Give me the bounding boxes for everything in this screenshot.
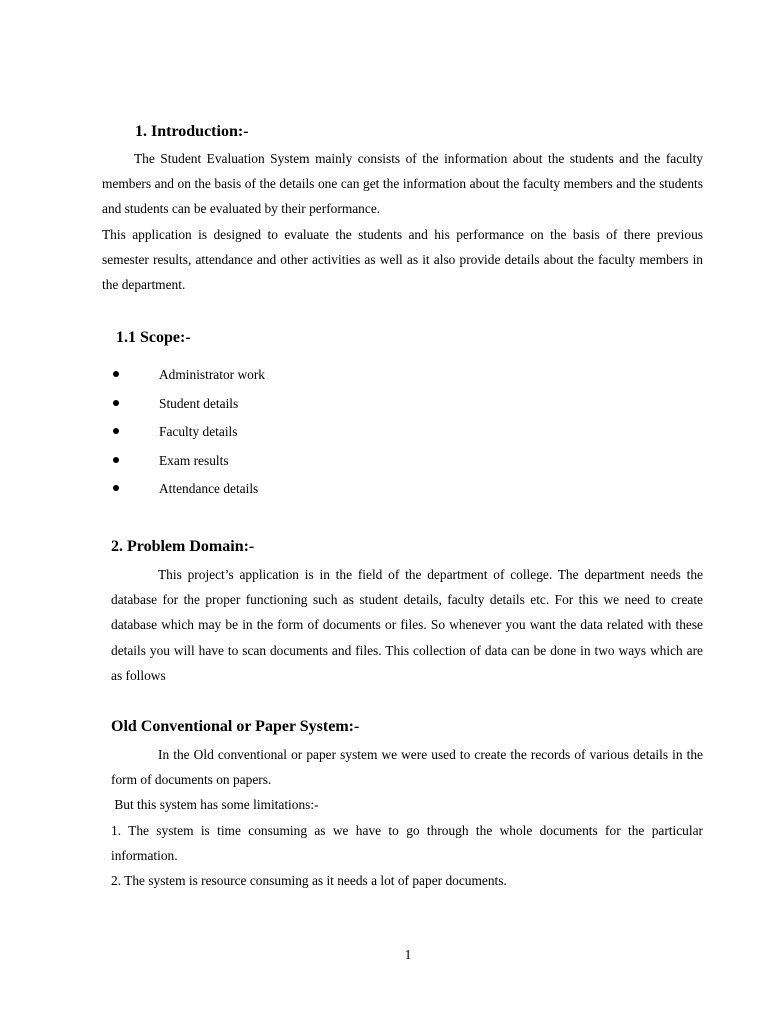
bullet-icon: [113, 371, 119, 377]
scope-list-item: [113, 451, 513, 480]
scope-item-label: Attendance details: [159, 481, 259, 497]
scope-item-label: Student details: [159, 395, 239, 411]
problem-domain-body: [111, 562, 703, 688]
bullet-icon: [113, 428, 119, 434]
scope-heading: 1.1 Scope:-: [116, 329, 191, 346]
intro-section-body: [102, 146, 703, 297]
bullet-icon: [113, 485, 119, 491]
intro-paragraph-1: The Student Evaluation System mainly consists of the information about the students and the faculty members and on the basis of the details one can get the information about the faculty members and the students and students can be evaluated by their performance.: [102, 151, 703, 217]
limitation-1: 1. The system is time consuming as we have to go through the whole documents for the particular information.: [111, 822, 703, 863]
scope-item-label: Exam results: [159, 452, 229, 468]
old-system-paragraph: In the Old conventional or paper system we were used to create the records of various details in the form of documents on papers.: [111, 747, 703, 788]
scope-item-label: Administrator work: [159, 367, 265, 382]
bullet-icon: [113, 457, 119, 463]
problem-domain-heading: 2. Problem Domain:-: [111, 538, 255, 555]
problem-domain-paragraph: This project’s application is in the field of the department of college. The department needs the database for the proper functioning such as student details, faculty details etc. For this we need to create database which may be in the form of documents or files. So whenever you want the data related with these details you will have to scan documents and files. This collection of data can be done in two ways which are as follows: [111, 567, 703, 683]
scope-list-item: [113, 394, 513, 423]
old-system-body: [111, 742, 703, 893]
scope-list-item: [113, 365, 513, 394]
page-number: 1: [404, 947, 412, 962]
intro-paragraph-2: This application is designed to evaluate the students and his performance on the basis of there previous semester results, attendance and other activities as well as it also provide details about the faculty members in the department.: [102, 226, 703, 293]
scope-item-label: Faculty details: [159, 424, 238, 440]
old-system-heading: Old Conventional or Paper System:-: [111, 718, 360, 735]
intro-heading: 1. Introduction:-: [135, 123, 249, 140]
scope-list-item: [113, 479, 513, 508]
scope-list-item: [113, 422, 513, 451]
scope-list: [113, 365, 513, 508]
limitation-2: 2. The system is resource consuming as it needs a lot of paper documents.: [111, 873, 507, 889]
limitations-intro: But this system has some limitations:-: [111, 797, 319, 813]
bullet-icon: [113, 400, 119, 406]
